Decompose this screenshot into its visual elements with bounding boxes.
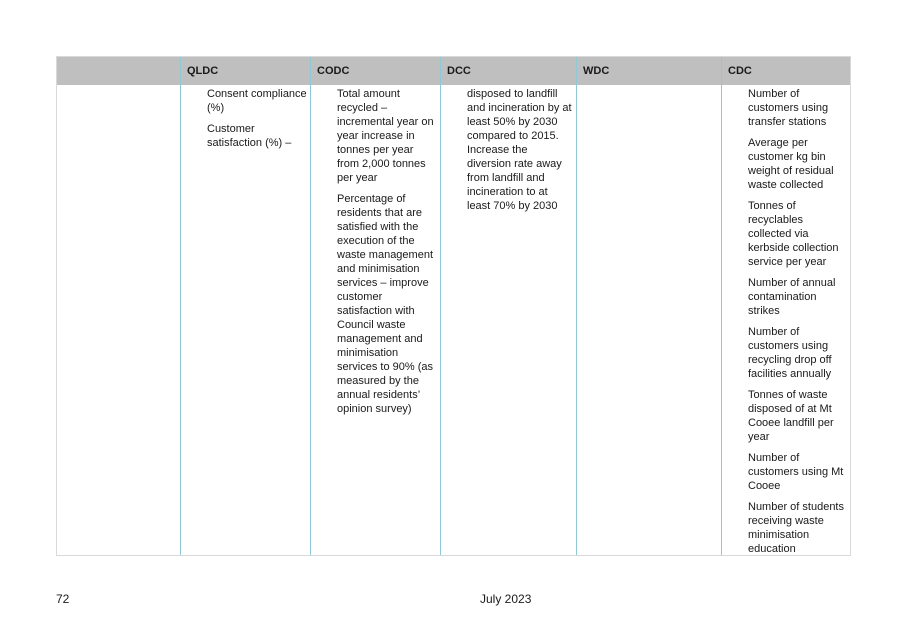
header-cdc: CDC	[728, 65, 752, 77]
cdc-item: Number of customers using transfer stations	[748, 88, 829, 128]
table-header-row	[57, 57, 850, 85]
cdc-cell	[748, 87, 846, 563]
cdc-item: Tonnes of waste disposed of at Mt Cooee landfill per year	[748, 389, 834, 443]
qldc-cell	[207, 87, 307, 157]
column-divider	[310, 57, 311, 555]
header-codc: CODC	[317, 65, 350, 77]
cdc-item: Number of annual contamination strikes	[748, 277, 836, 317]
cdc-item: Average per customer kg bin weight of residual waste collected	[748, 137, 834, 191]
header-qldc: QLDC	[187, 65, 219, 77]
cdc-item: Number of customers using recycling drop off facilities annually	[748, 326, 832, 380]
column-divider	[440, 57, 441, 555]
qldc-item: Customer satisfaction (%) –	[207, 123, 292, 149]
page-number: 72	[56, 592, 70, 606]
dcc-cell	[467, 87, 573, 220]
column-divider	[576, 57, 577, 555]
codc-item: Total amount recycled – incremental year on year increase in tonnes per year from 2,000 tonnes per year	[337, 88, 434, 184]
dcc-item: disposed to landfill and incineration by at least 50% by 2030 compared to 2015. Increase the diversion rate away from landfill and incineration to at least 70% by 2030	[467, 88, 572, 212]
comparison-table	[56, 56, 851, 556]
cdc-item: Number of students receiving waste minimisation education	[748, 501, 844, 555]
column-divider	[721, 57, 722, 555]
cdc-item: Tonnes of recyclables collected via kerbside collection service per year	[748, 200, 839, 268]
header-blank	[57, 57, 181, 85]
header-wdc: WDC	[583, 65, 610, 77]
codc-item: Percentage of residents that are satisfied with the execution of the waste management and minimisation services – improve customer satisfaction with Council waste management and minimisation services to 90% (as measured by the annual residents’ opinion survey)	[337, 193, 433, 415]
header-dcc: DCC	[447, 65, 471, 77]
column-divider	[180, 57, 181, 555]
codc-cell	[337, 87, 435, 423]
footer-date: July 2023	[480, 592, 532, 606]
cdc-item: Number of customers using Mt Cooee	[748, 452, 844, 492]
qldc-item: Consent compliance (%)	[207, 88, 307, 114]
